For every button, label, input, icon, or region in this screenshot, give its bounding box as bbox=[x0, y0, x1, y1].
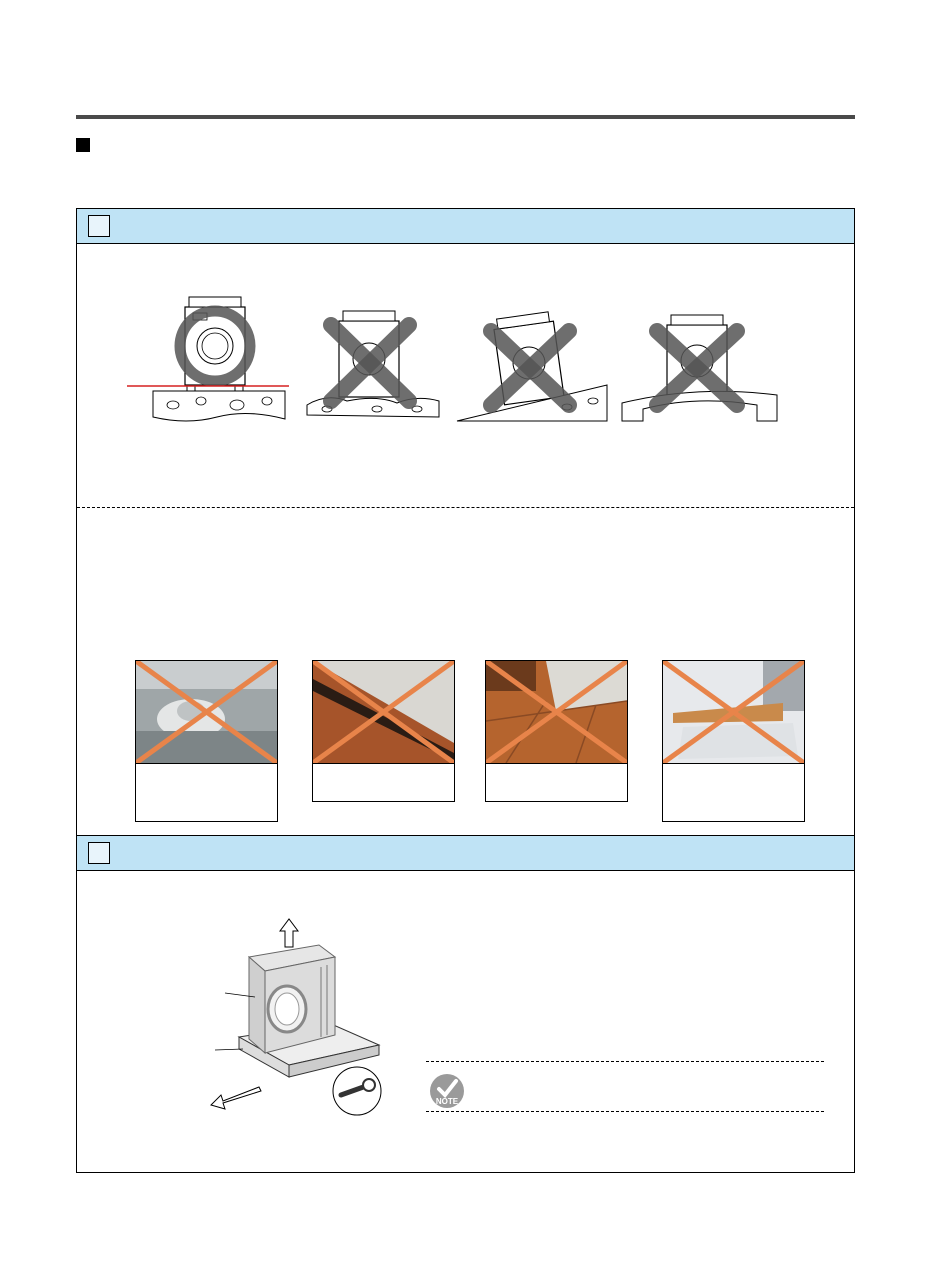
section-a-header bbox=[77, 209, 854, 244]
section-a-checkbox bbox=[88, 215, 110, 237]
note-top-rule bbox=[426, 1061, 824, 1062]
section-bullet bbox=[76, 138, 90, 152]
photo-wood-floor-image bbox=[313, 661, 454, 764]
section-b-header bbox=[77, 835, 854, 871]
sloped-floor-diagram bbox=[457, 311, 607, 421]
note-icon bbox=[429, 1073, 465, 1109]
floor-diagrams bbox=[77, 245, 854, 505]
washer-removal-illustration bbox=[209, 917, 389, 1127]
photo-foot-pad-image bbox=[136, 661, 277, 764]
content-frame bbox=[76, 208, 855, 1173]
photo-foot-pad bbox=[135, 660, 278, 822]
photo-wood-floor bbox=[312, 660, 455, 802]
photo-board-floor-image bbox=[663, 661, 804, 764]
section-b-checkbox bbox=[88, 842, 110, 864]
top-rule bbox=[76, 115, 855, 119]
level-floor-diagram bbox=[127, 297, 289, 421]
note-bottom-rule bbox=[426, 1111, 824, 1112]
uneven-floor-diagram bbox=[307, 311, 439, 417]
section-divider bbox=[77, 507, 854, 508]
photo-tile-floor-image bbox=[486, 661, 627, 764]
photo-board-floor bbox=[662, 660, 805, 822]
svg-text:NOTE: NOTE bbox=[435, 1097, 459, 1106]
photo-tile-floor bbox=[485, 660, 628, 802]
curved-floor-diagram bbox=[622, 315, 777, 421]
